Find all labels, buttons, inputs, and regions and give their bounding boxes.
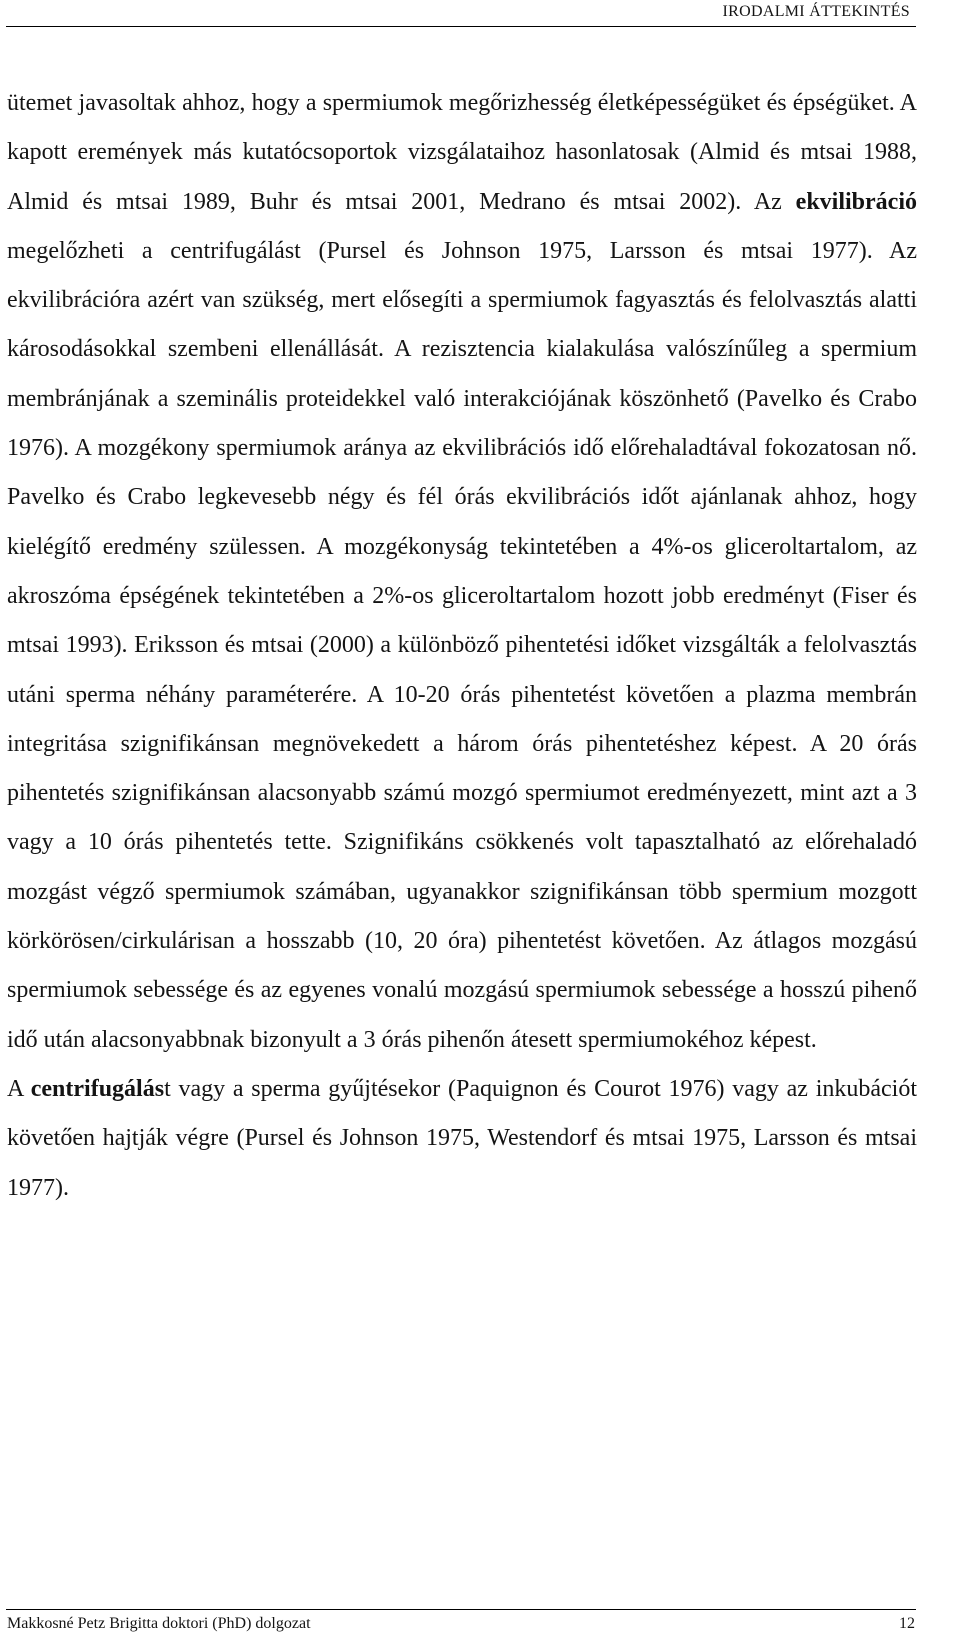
page-header xyxy=(0,0,955,28)
page-footer xyxy=(0,1600,960,1642)
paragraph-centrifugalas xyxy=(7,1065,917,1213)
paragraph-ekvilibracio xyxy=(7,79,917,1065)
paragraph-text: A xyxy=(7,1075,31,1102)
page-number: 12 xyxy=(899,1615,915,1632)
bold-term-ekvilibracio: ekvilibráció xyxy=(795,188,917,215)
paragraph-text: megelőzheti a centrifugálást (Pursel és Johnson 1975, Larsson és mtsai 1977). Az ekvilibrációra azért van szükség, mert elősegíti a spermiumok fagyasztás és felolvasztás alatti károsodásokkal szembeni ellenállását. A rezisztencia kialakulása valószínűleg a spermium membránjának a szeminális proteidekkel való interakciójának köszönhető (Pavelko és Crabo 1976). A mozgékony spermiumok aránya az ekvilibrációs idő előrehaladtával fokozatosan nő. Pavelko és Crabo legkevesebb négy és fél órás ekvilibrációs időt ajánlanak ahhoz, hogy kielégítő eredmény szülessen. A mozgékonyság tekintetében a 4%-os gliceroltartalom, az akroszóma épségének tekintetében a 2%-os gliceroltartalom hozott jobb eredményt (Fiser és mtsai 1993). Eriksson és mtsai (2000) a különböző pihentetési időket vizsgálták a felolvasztás utáni sperma néhány paraméterére. A 10-20 órás pihentetést követően a plazma membrán integritása szignifikánsan megnövekedett a három órás pihentetéshez képest. A 20 órás pihentetés szignifikánsan alacsonyabb számú mozgó spermiumot eredményezett, mint azt a 3 vagy a 10 órás pihentetés tette. Szignifikáns csökkenés volt tapasztalható az előrehaladó mozgást végző spermiumok számában, ugyanakkor szignifikánsan több spermium mozgott körkörösen/cirkulárisan a hosszabb (10, 20 óra) pihentetést követően. Az átlagos mozgású spermiumok sebessége és az egyenes vonalú mozgású spermiumok sebessége a hosszú pihenő idő után alacsonyabbnak bizonyult a 3 órás pihenőn átesett spermiumokéhoz képest. xyxy=(7,237,917,1053)
header-rule xyxy=(6,26,916,27)
paragraph-text: t vagy a sperma gyűjtésekor (Paquignon és Courot 1976) vagy az inkubációt követően hajtják végre (Pursel és Johnson 1975, Westendorf és mtsai 1975, Larsson és mtsai 1977). xyxy=(7,1075,917,1201)
footer-rule xyxy=(6,1609,916,1610)
paragraph-text: ütemet javasoltak ahhoz, hogy a spermiumok megőrizhesség életképességüket és épségüket. A kapott eremények más kutatócsoportok vizsgálataihoz hasonlatosak (Almid és mtsai 1988, Almid és mtsai 1989, Buhr és mtsai 2001, Medrano és mtsai 2002). Az xyxy=(7,90,917,215)
footer-author: Makkosné Petz Brigitta doktori (PhD) dolgozat xyxy=(7,1615,311,1632)
running-title: IRODALMI ÁTTEKINTÉS xyxy=(722,3,910,20)
bold-term-centrifugalas: centrifugálás xyxy=(30,1075,165,1102)
body-text xyxy=(7,79,917,1213)
